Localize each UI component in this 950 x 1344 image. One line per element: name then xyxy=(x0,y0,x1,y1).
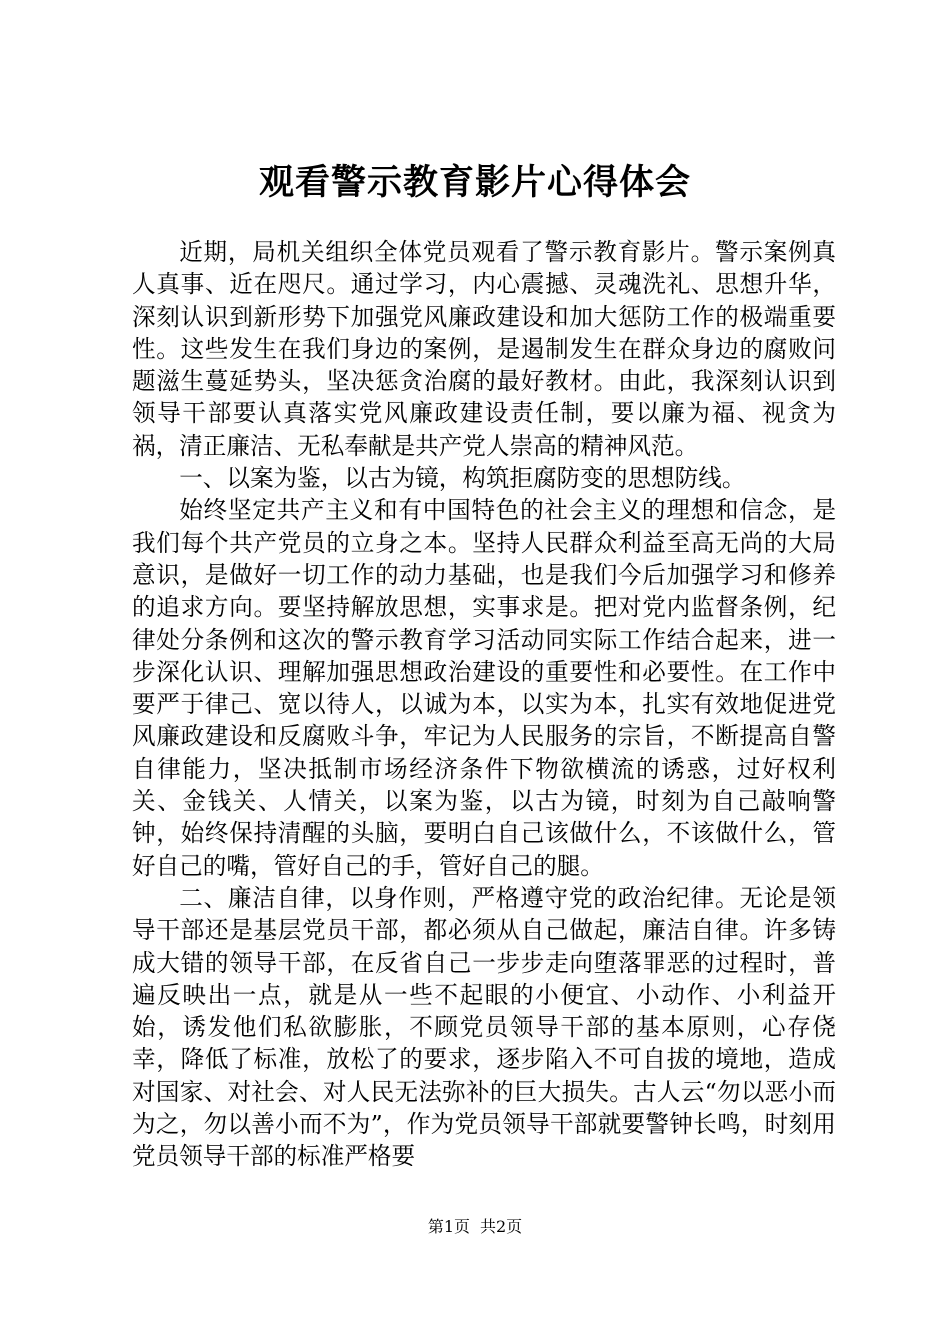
section-heading-1: 一、以案为鉴，以古为镜，构筑拒腐防变的思想防线。 xyxy=(179,464,746,493)
paragraph-intro: 近期，局机关组织全体党员观看了警示教育影片。警示案例真人真事、近在咫尺。通过学习，内心震撼、灵魂洗礼、思想升华，深刻认识到新形势下加强党风廉政建设和加大惩防工作的极端重要性。这些发生在我们身边的案例，是遏制发生在群众身边的腐败问题滋生蔓延势头，坚决惩贪治腐的最好教材。由此，我深刻认识到领导干部要认真落实党风廉政建设责任制，要以廉为福、视贪为祸，清正廉洁、无私奉献是共产党人崇高的精神风范。 xyxy=(132,238,836,460)
document-body xyxy=(132,236,836,1173)
paragraph-section-2: 二、廉洁自律，以身作则，严格遵守党的政治纪律。无论是领导干部还是基层党员干部，都必须从自己做起，廉洁自律。许多铸成大错的领导干部，在反省自己一步步走向堕落罪恶的过程时，普遍反映出一点，就是从一些不起眼的小便宜、小动作、小利益开始，诱发他们私欲膨胀，不顾党员领导干部的基本原则，心存侥幸，降低了标准，放松了的要求，逐步陷入不可自拔的境地，造成对国家、对社会、对人民无法弥补的巨大损失。古人云“勿以恶小而为之，勿以善小而不为”，作为党员领导干部就要警钟长鸣，时刻用党员领导干部的标准严格要 xyxy=(132,883,836,1171)
document-title: 观看警示教育影片心得体会 xyxy=(258,162,691,203)
page-total: 共2页 xyxy=(480,1217,523,1236)
page-number: 第1页 xyxy=(427,1217,470,1236)
paragraph-section-1: 始终坚定共产主义和有中国特色的社会主义的理想和信念，是我们每个共产党员的立身之本。坚持人民群众利益至高无尚的大局意识，是做好一切工作的动力基础，也是我们今后加强学习和修养的追求方向。要坚持解放思想，实事求是。把对党内监督条例，纪律处分条例和这次的警示教育学习活动同实际工作结合起来，进一步深化认识、理解加强思想政治建设的重要性和必要性。在工作中要严于律己、宽以待人，以诚为本，以实为本，扎实有效地促进党风廉政建设和反腐败斗争，牢记为人民服务的宗旨，不断提高自警自律能力，坚决抵制市场经济条件下物欲横流的诱惑，过好权利关、金钱关、人情关，以案为鉴，以古为镜，时刻为自己敲响警钟，始终保持清醒的头脑，要明白自己该做什么，不该做什么，管好自己的嘴，管好自己的手，管好自己的腿。 xyxy=(132,496,836,880)
page-footer xyxy=(0,1216,950,1238)
